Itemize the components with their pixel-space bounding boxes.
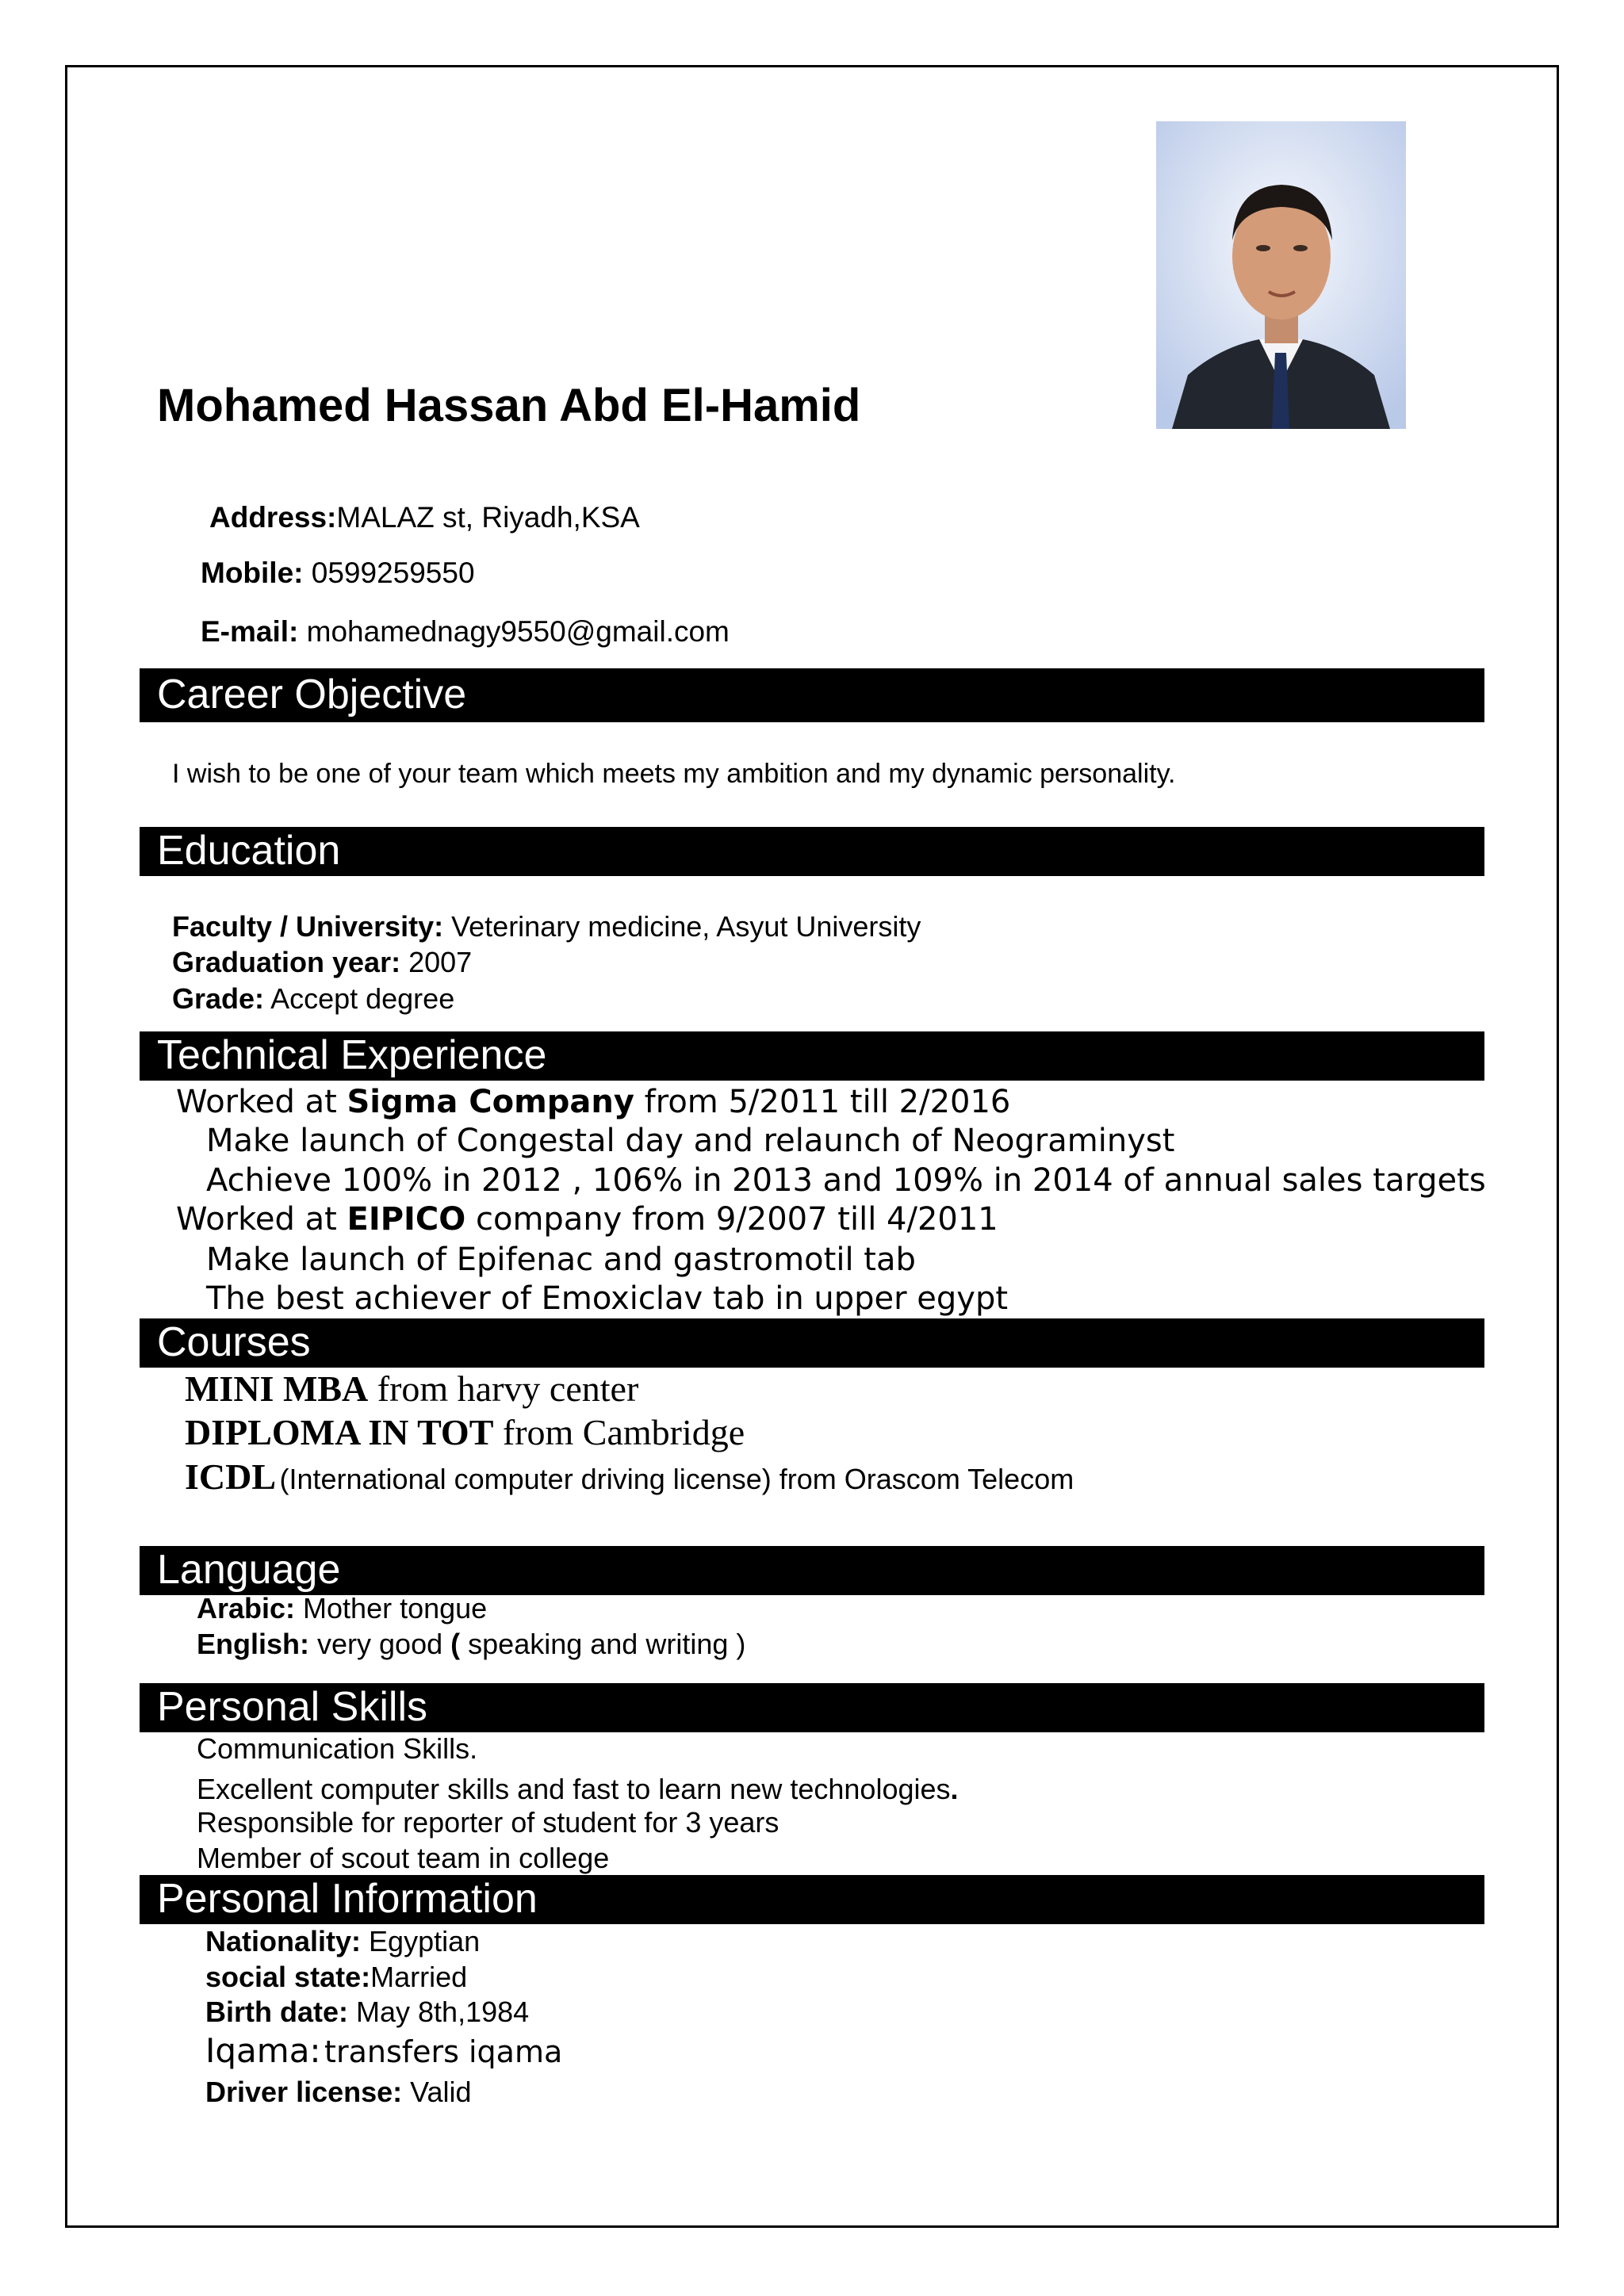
profile-photo [1156,121,1406,429]
grade-label: Grade: [172,982,265,1015]
career-objective-heading: Career Objective [140,668,1484,722]
nationality-value: Egyptian [369,1925,481,1957]
email-label: E-mail: [201,615,299,648]
job2-period: company from 9/2007 till 4/2011 [475,1201,998,1238]
arabic-value: Mother tongue [303,1592,488,1624]
faculty-line [172,910,921,943]
mobile-line [201,557,475,590]
social-state-line [205,1961,467,1994]
social-state-value: Married [370,1961,468,1993]
iqama-value: transfers iqama [324,2034,563,2069]
arabic-line [197,1592,487,1625]
address-line [209,501,640,534]
job2-prefix: Worked at [176,1201,337,1238]
nationality-label: Nationality: [205,1925,362,1957]
course-icdl-detail: (International computer driving license) from Orascom Telecom [279,1463,1074,1495]
job1-item-2: Achieve 100% in 2012 , 106% in 2013 and 109% in 2014 of annual sales targets [206,1162,1486,1199]
courses-heading: Courses [140,1318,1484,1368]
english-paren: ( [450,1628,461,1660]
personal-information-heading: Personal Information [140,1875,1484,1924]
skill-2-text: Excellent computer skills and fast to learn new technologies [197,1773,951,1805]
job1-item-1: Make launch of Congestal day and relaunch of Neograminyst [206,1123,1175,1159]
course-mini-mba-detail: from harvy center [377,1368,639,1409]
english-value: very good [317,1628,443,1660]
birth-date-value: May 8th,1984 [356,1996,530,2028]
email-line [201,615,730,649]
graduation-year-label: Graduation year: [172,946,401,978]
job2-line [176,1201,998,1238]
job2-item-2: The best achiever of Emoxiclav tab in upper egypt [206,1280,1009,1317]
course-diploma-tot-title: DIPLOMA IN TOT [185,1412,494,1452]
skill-2 [197,1773,959,1806]
job1-period: from 5/2011 till 2/2016 [644,1084,1011,1120]
nationality-line [205,1925,480,1958]
iqama-label: Iqama: [205,2031,321,2070]
driver-license-line [205,2076,472,2109]
faculty-value: Veterinary medicine, Asyut University [451,910,921,943]
social-state-label: social state: [205,1961,371,1993]
birth-date-label: Birth date: [205,1996,348,2028]
profile-photo-image [1156,121,1406,429]
driver-license-label: Driver license: [205,2076,403,2108]
course-icdl [185,1456,1074,1498]
course-diploma-tot [185,1411,745,1453]
arabic-label: Arabic: [197,1592,296,1624]
graduation-year-value: 2007 [408,946,473,978]
education-heading: Education [140,827,1484,876]
address-label: Address: [209,501,337,534]
email-value: mohamednagy9550@gmail.com [306,615,730,648]
grade-line [172,982,454,1016]
job1-company: Sigma Company [347,1084,634,1120]
career-objective-text: I wish to be one of your team which meets my ambition and my dynamic personality. [172,759,1176,789]
graduation-year-line [172,946,472,979]
job2-item-1: Make launch of Epifenac and gastromotil tab [206,1242,916,1278]
job1-line [176,1084,1010,1120]
faculty-label: Faculty / University: [172,910,444,943]
skill-3: Responsible for reporter of student for 3 years [197,1806,779,1839]
language-heading: Language [140,1546,1484,1595]
birth-date-line [205,1996,529,2029]
english-line [197,1628,745,1661]
driver-license-value: Valid [410,2076,472,2108]
grade-value: Accept degree [270,982,455,1015]
course-mini-mba-title: MINI MBA [185,1368,369,1409]
technical-experience-heading: Technical Experience [140,1031,1484,1081]
skill-2-dot: . [950,1773,959,1805]
course-diploma-tot-detail: from Cambridge [502,1412,745,1452]
address-value: MALAZ st, Riyadh,KSA [336,501,640,534]
skill-1: Communication Skills. [197,1732,478,1765]
skill-4: Member of scout team in college [197,1842,610,1874]
mobile-label: Mobile: [201,557,304,589]
english-label: English: [197,1628,309,1660]
iqama-line [205,2031,562,2070]
job1-prefix: Worked at [176,1084,337,1120]
course-icdl-title: ICDL [185,1456,277,1497]
job2-company: EIPICO [347,1201,466,1238]
candidate-name: Mohamed Hassan Abd El-Hamid [157,380,861,431]
english-detail: speaking and writing ) [468,1628,746,1660]
mobile-value: 0599259550 [311,557,475,589]
course-mini-mba [185,1368,638,1410]
personal-skills-heading: Personal Skills [140,1683,1484,1732]
